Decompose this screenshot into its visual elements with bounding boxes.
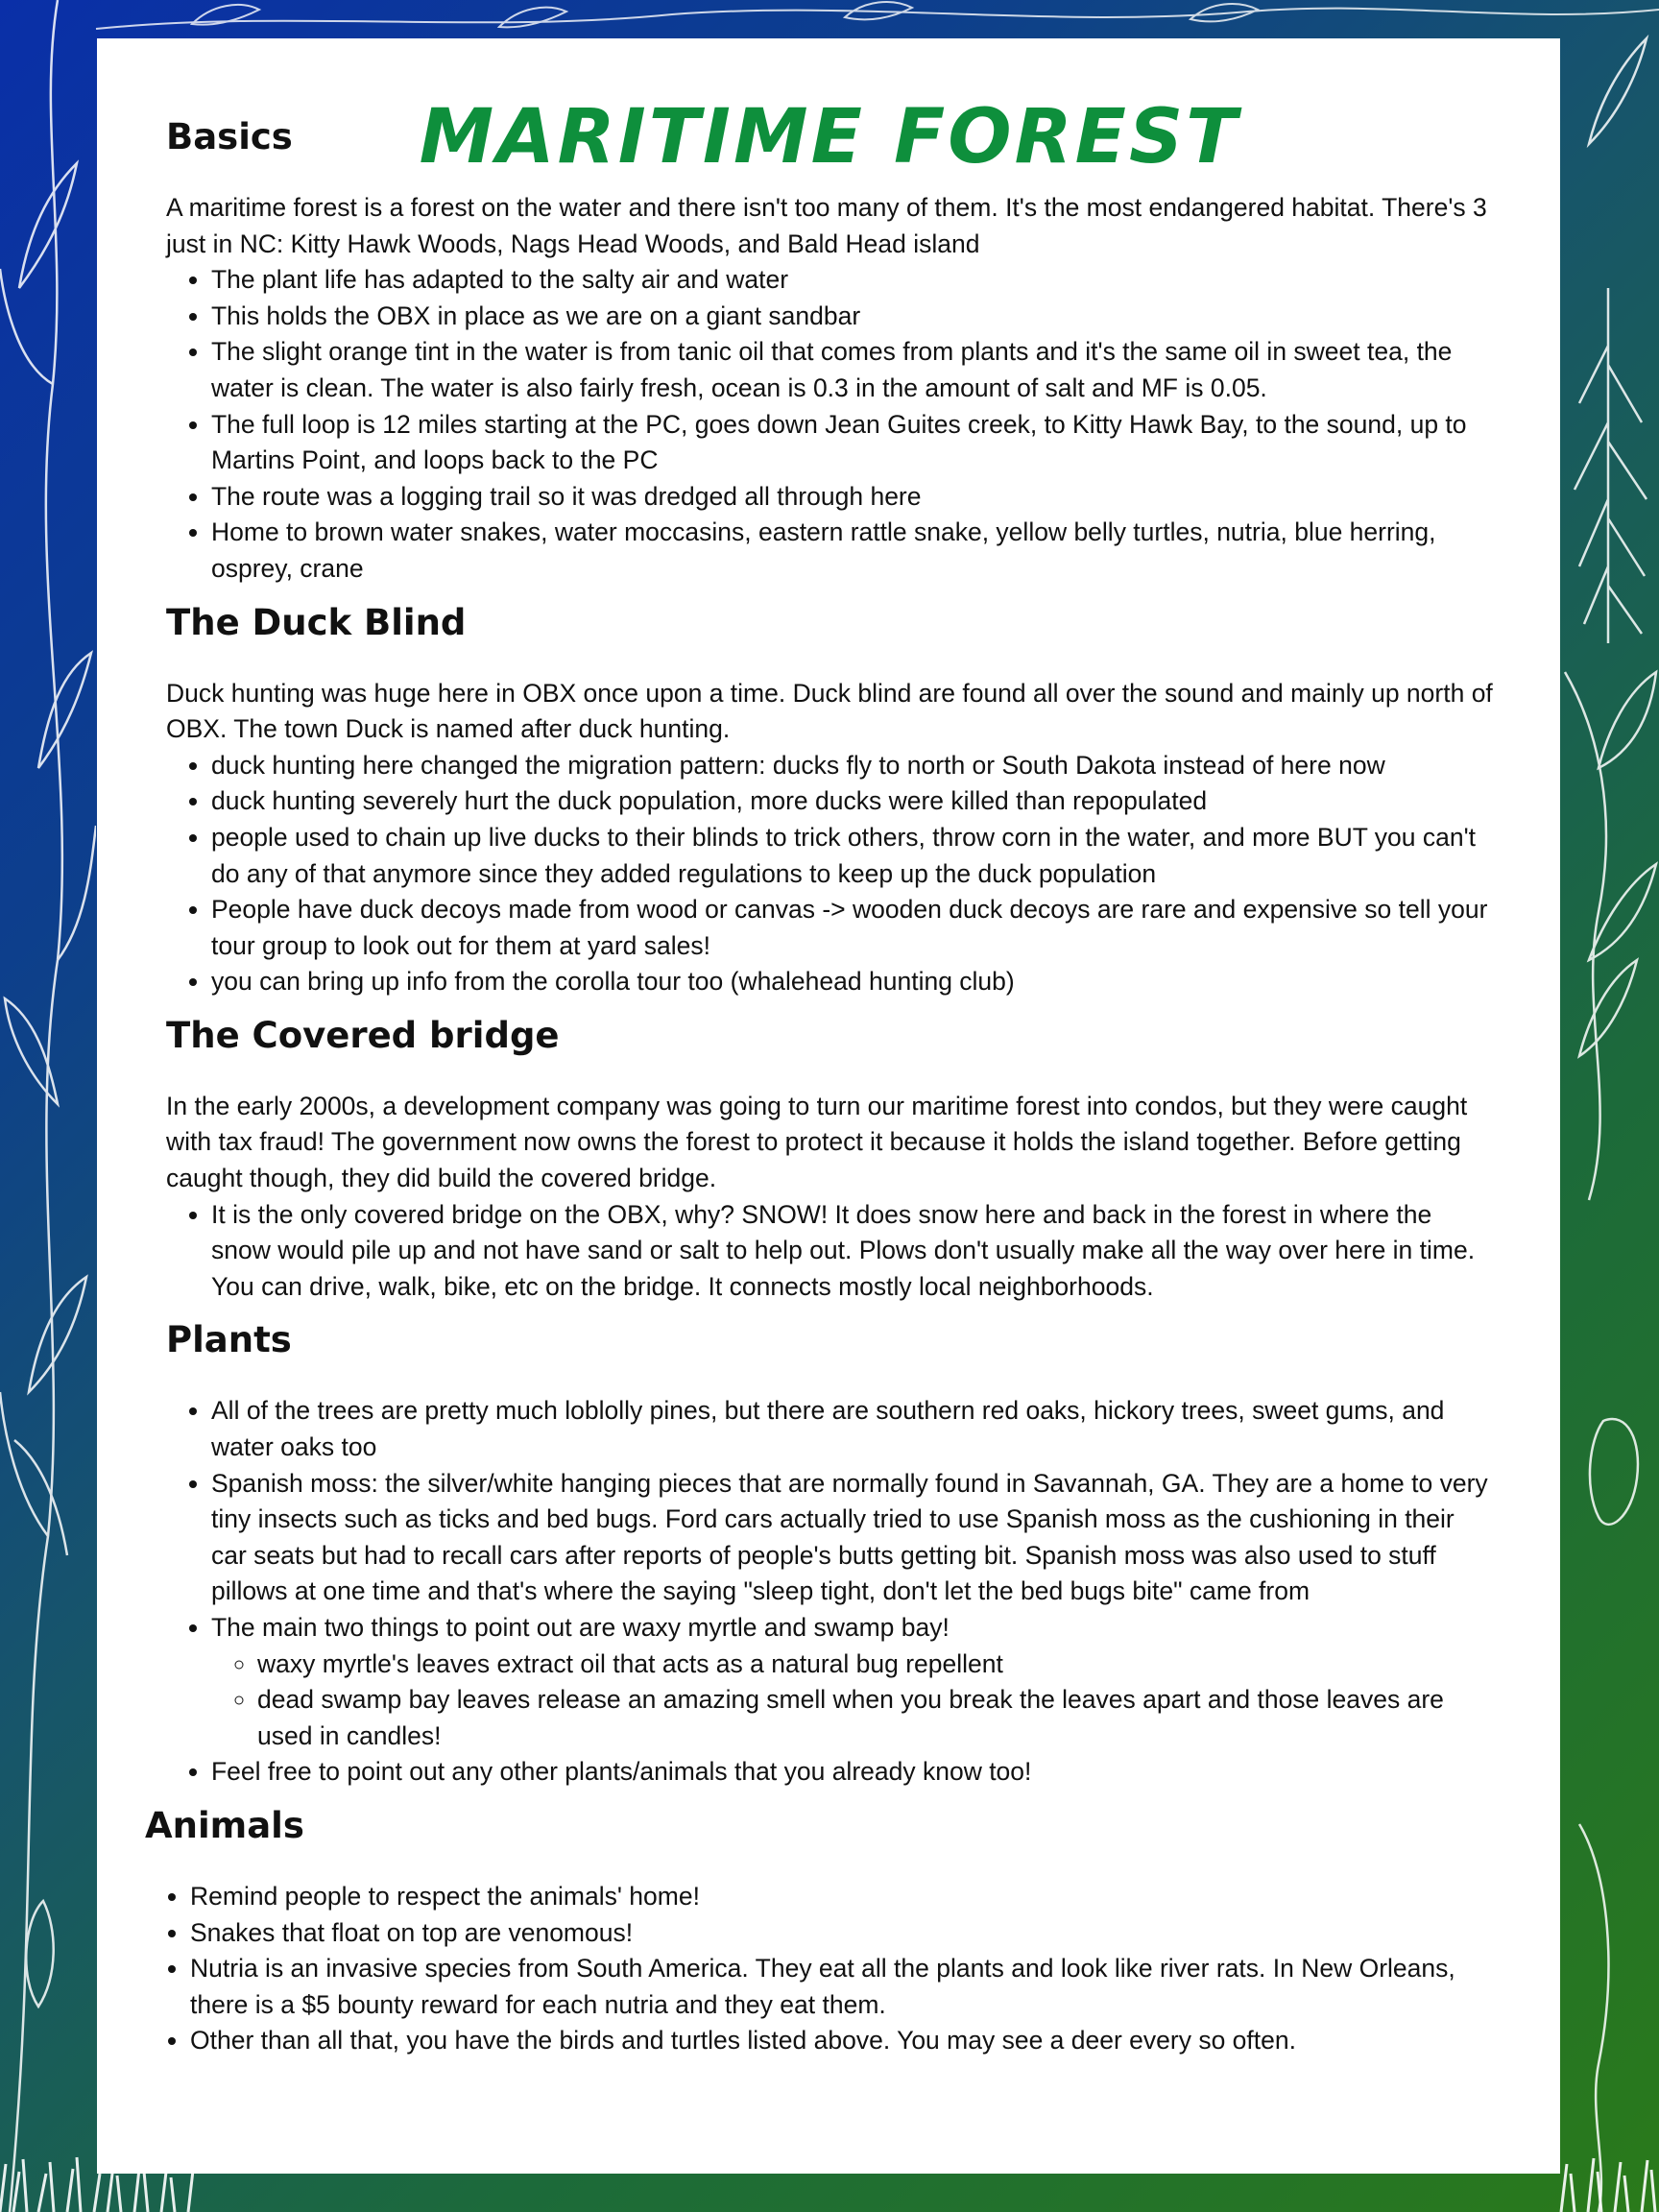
sub-bullet-list [211, 1647, 1493, 1755]
section-covered-bridge [166, 1012, 1493, 1306]
section-intro: In the early 2000s, a development company was going to turn our maritime forest into condos, but they were caught with tax fraud! The government now owns the forest to protect it because it holds the island together. Before getting caught though, they did build the covered bridge. [166, 1091, 1468, 1193]
section-intro: A maritime forest is a forest on the water and there isn't too many of them. It's the most endangered habitat. There's 3 just in NC: Kitty Hawk Woods, Nags Head Woods, and Bald Head island [166, 193, 1487, 258]
list-item: • People have duck decoys made from wood or canvas -> wooden duck decoys are rare and expensive so tell your tour group to look out for them at yard sales! [211, 892, 1493, 964]
left-vine-decoration [0, 0, 96, 2212]
list-item: • Feel free to point out any other plants/animals that you already know too! [211, 1754, 1493, 1791]
list-item: • people used to chain up live ducks to their blinds to trick others, throw corn in the water, and more BUT you can't do any of that anymore since they added regulations to keep up the duck population [211, 820, 1493, 892]
list-item-text: The main two things to point out are waxy myrtle and swamp bay! [211, 1613, 950, 1642]
list-item: • All of the trees are pretty much loblolly pines, but there are southern red oaks, hickory trees, sweet gums, and water oaks too [211, 1393, 1493, 1465]
list-item: • Spanish moss: the silver/white hanging pieces that are normally found in Savannah, GA. They are a home to very tiny insects such as ticks and bed bugs. Ford cars actually tried to use Spanish moss as the cushioning in their car seats but had to recall cars after reports of people's butts getting bit. Spanish moss was also used to stuff pillows at one time and that's where the saying "sleep tight, don't let the bed bugs bite" came from [211, 1466, 1493, 1610]
section-intro: Duck hunting was huge here in OBX once upon a time. Duck blind are found all over the sound and mainly up north of OBX. The town Duck is named after duck hunting. [166, 678, 1493, 744]
list-item: • duck hunting severely hurt the duck population, more ducks were killed than repopulated [211, 783, 1493, 820]
bullet-list [166, 1393, 1493, 1791]
sub-list-item: ◦ dead swamp bay leaves release an amazing smell when you break the leaves apart and those leaves are used in candles! [257, 1682, 1493, 1754]
list-item: • It is the only covered bridge on the OBX, why? SNOW! It does snow here and back in the forest in where the snow would pile up and not have sand or salt to help out. Plows don't usually make all the way over here in time. You can drive, walk, bike, etc on the bridge. It connects mostly local neighborhoods. [211, 1197, 1493, 1306]
section-basics [166, 113, 1493, 588]
list-item [211, 1610, 1493, 1754]
section-heading: The Duck Blind [166, 601, 467, 643]
bullet-list [166, 1197, 1493, 1306]
section-heading: The Covered bridge [166, 1014, 560, 1056]
section-heading: Animals [145, 1804, 304, 1846]
list-item: • Remind people to respect the animals' home! [190, 1879, 1493, 1915]
list-item: • The plant life has adapted to the salty air and water [211, 262, 1493, 299]
list-item: • The full loop is 12 miles starting at the PC, goes down Jean Guites creek, to Kitty Hawk Bay, to the sound, up to Martins Point, and loops back to the PC [211, 407, 1493, 479]
document-page [97, 38, 1560, 2174]
page-title: MARITIME FOREST [419, 94, 1240, 180]
list-item: • Snakes that float on top are venomous! [190, 1915, 1493, 1952]
list-item: • Home to brown water snakes, water moccasins, eastern rattle snake, yellow belly turtles, nutria, blue herring, osprey, crane [211, 515, 1493, 587]
top-vine-decoration [0, 0, 1659, 38]
section-animals [145, 1802, 1493, 2059]
bullet-list [145, 1879, 1493, 2059]
bullet-list [166, 748, 1493, 1000]
list-item: • This holds the OBX in place as we are on a giant sandbar [211, 299, 1493, 335]
list-item: • duck hunting here changed the migration pattern: ducks fly to north or South Dakota instead of here now [211, 748, 1493, 784]
bullet-list [166, 262, 1493, 587]
list-item: • Nutria is an invasive species from South America. They eat all the plants and look like river rats. In New Orleans, there is a $5 bounty reward for each nutria and they eat them. [190, 1951, 1493, 2023]
sub-list-item: ◦ waxy myrtle's leaves extract oil that acts as a natural bug repellent [257, 1647, 1493, 1683]
section-heading: Basics [166, 116, 293, 157]
list-item: • The route was a logging trail so it was dredged all through here [211, 479, 1493, 516]
list-item: • The slight orange tint in the water is from tanic oil that comes from plants and it's the same oil in sweet tea, the water is clean. The water is also fairly fresh, ocean is 0.3 in the amount of salt and MF is 0.05. [211, 334, 1493, 406]
section-heading: Plants [166, 1319, 292, 1361]
section-plants [166, 1316, 1493, 1791]
list-item: • you can bring up info from the corolla tour too (whalehead hunting club) [211, 964, 1493, 1000]
right-vine-decoration [1560, 0, 1659, 2212]
section-duck-blind [166, 599, 1493, 1000]
list-item: • Other than all that, you have the birds and turtles listed above. You may see a deer every so often. [190, 2023, 1493, 2059]
